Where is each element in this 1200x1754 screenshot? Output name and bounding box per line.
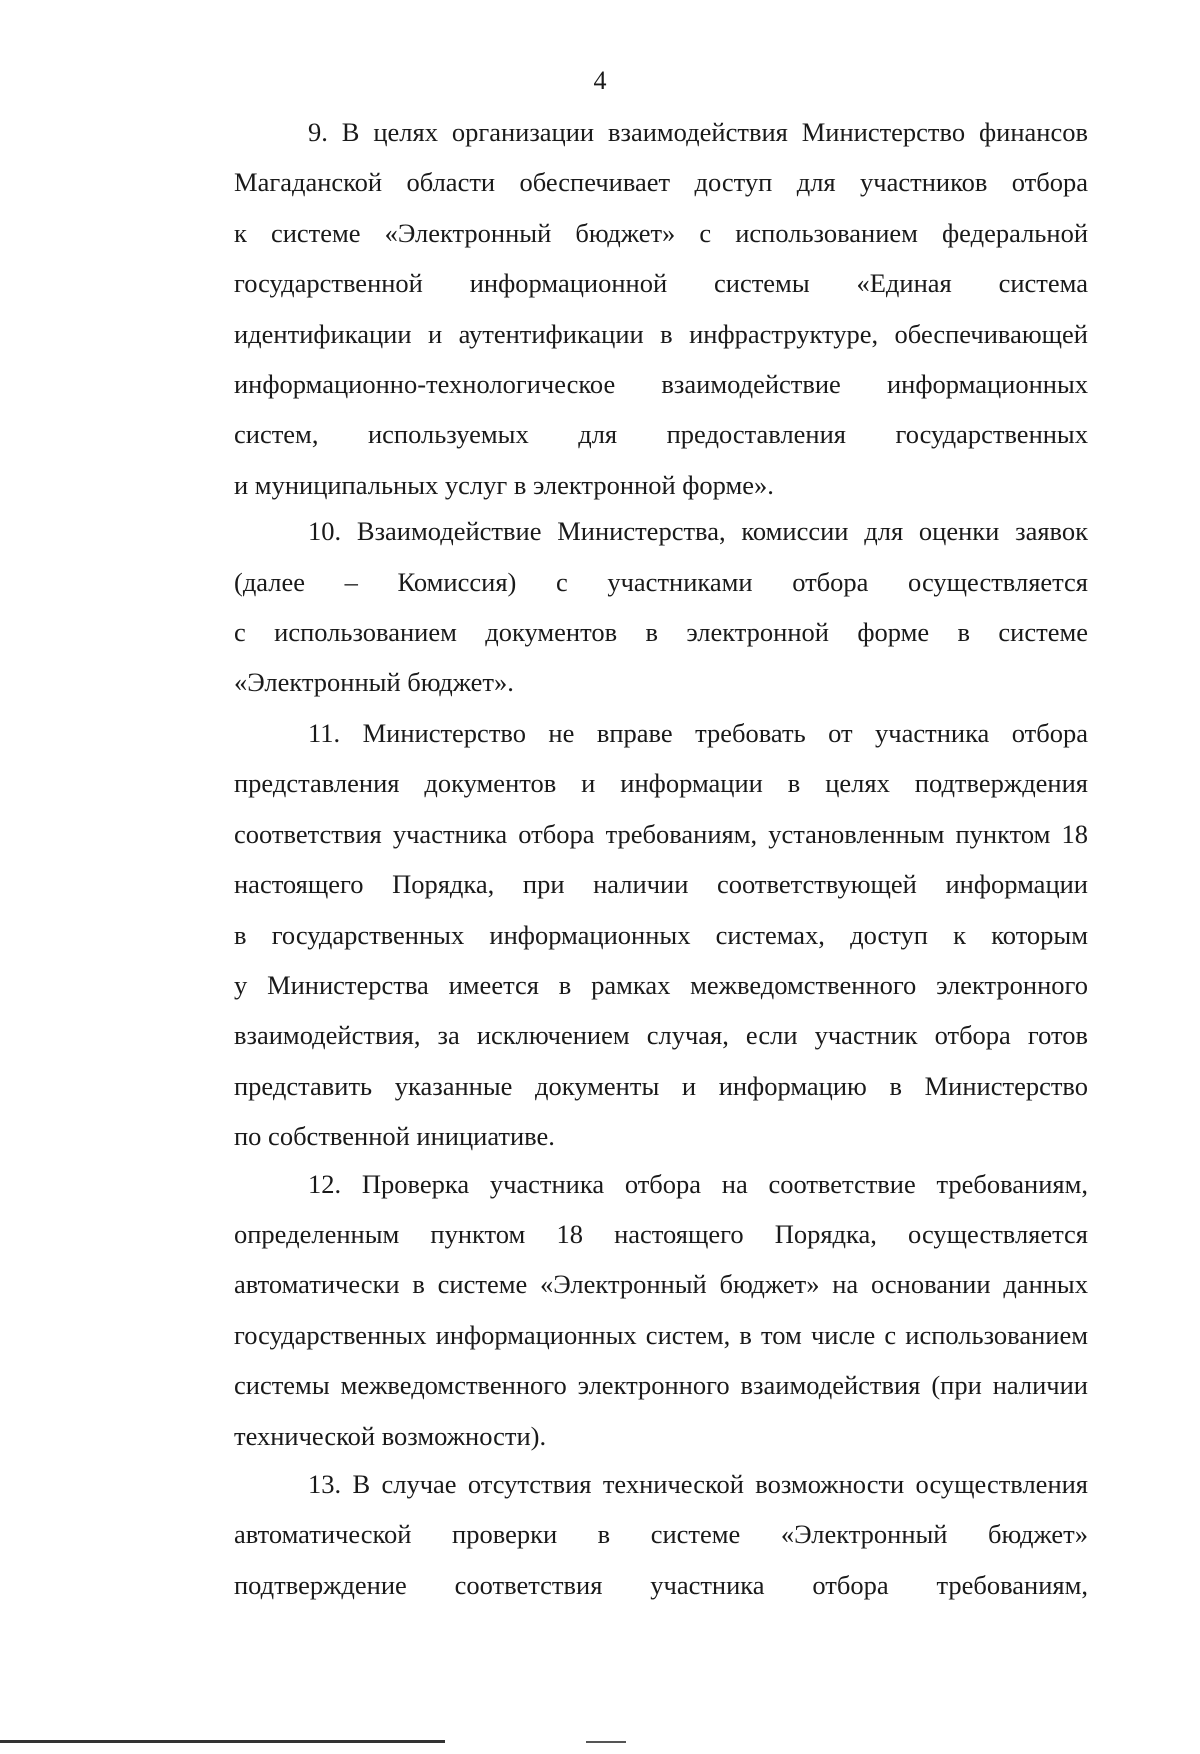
text-line: государственной информационной системы «Единая система	[234, 268, 1088, 299]
text-line: соответствия участника отбора требованиям, установленным пунктом 18	[234, 818, 1088, 849]
text-line: системы межведомственного электронного взаимодействия (при наличии	[234, 1370, 1088, 1401]
text-line: в государственных информационных системах, доступ к которым	[234, 919, 1088, 950]
paragraph-9	[160, 107, 1088, 510]
text-line: автоматически в системе «Электронный бюджет» на основании данных	[234, 1269, 1088, 1300]
paragraph-10	[160, 506, 1088, 708]
text-line: государственных информационных систем, в том числе с использованием	[234, 1319, 1088, 1350]
page-number: 4	[593, 66, 607, 95]
text-line: идентификации и аутентификации в инфраструктуре, обеспечивающей	[234, 318, 1088, 349]
text-line: 9. В целях организации взаимодействия Министерство финансов	[308, 117, 1088, 147]
text-line: автоматической проверки в системе «Электронный бюджет»	[234, 1519, 1088, 1550]
text-line: «Электронный бюджет».	[234, 667, 514, 698]
scan-edge-line	[586, 1741, 626, 1743]
text-line: и муниципальных услуг в электронной форме».	[234, 469, 774, 500]
text-line: с использованием документов в электронной форме в системе	[234, 617, 1088, 648]
text-line: Магаданской области обеспечивает доступ для участников отбора	[234, 167, 1088, 198]
text-line: систем, используемых для предоставления государственных	[234, 419, 1088, 450]
text-line: подтверждение соответствия участника отбора требованиям,	[234, 1569, 1088, 1600]
text-line: по собственной инициативе.	[234, 1121, 555, 1152]
text-line: у Министерства имеется в рамках межведомственного электронного	[234, 969, 1088, 1000]
text-line: взаимодействия, за исключением случая, если участник отбора готов	[234, 1020, 1088, 1051]
text-line: представить указанные документы и информацию в Министерство	[234, 1070, 1088, 1101]
text-line: (далее – Комиссия) с участниками отбора осуществляется	[234, 566, 1088, 597]
text-line: определенным пунктом 18 настоящего Порядка, осуществляется	[234, 1218, 1088, 1249]
text-line: 11. Министерство не вправе требовать от участника отбора	[308, 717, 1088, 748]
document-body	[160, 107, 1088, 1610]
paragraph-12	[160, 1159, 1088, 1461]
scan-edge-line	[0, 1740, 445, 1743]
text-line: технической возможности).	[234, 1420, 547, 1451]
paragraph-11	[160, 708, 1088, 1162]
text-line: 10. Взаимодействие Министерства, комиссии для оценки заявок	[308, 516, 1088, 547]
text-line: 12. Проверка участника отбора на соответствие требованиям,	[308, 1168, 1088, 1199]
text-line: информационно-технологическое взаимодействие информационных	[234, 369, 1088, 400]
text-line: к системе «Электронный бюджет» с использованием федеральной	[234, 217, 1088, 248]
text-line: настоящего Порядка, при наличии соответствующей информации	[234, 869, 1088, 900]
text-line: 13. В случае отсутствия технической возможности осуществления	[308, 1468, 1088, 1499]
paragraph-13	[160, 1459, 1088, 1610]
text-line: представления документов и информации в целях подтверждения	[234, 768, 1088, 799]
